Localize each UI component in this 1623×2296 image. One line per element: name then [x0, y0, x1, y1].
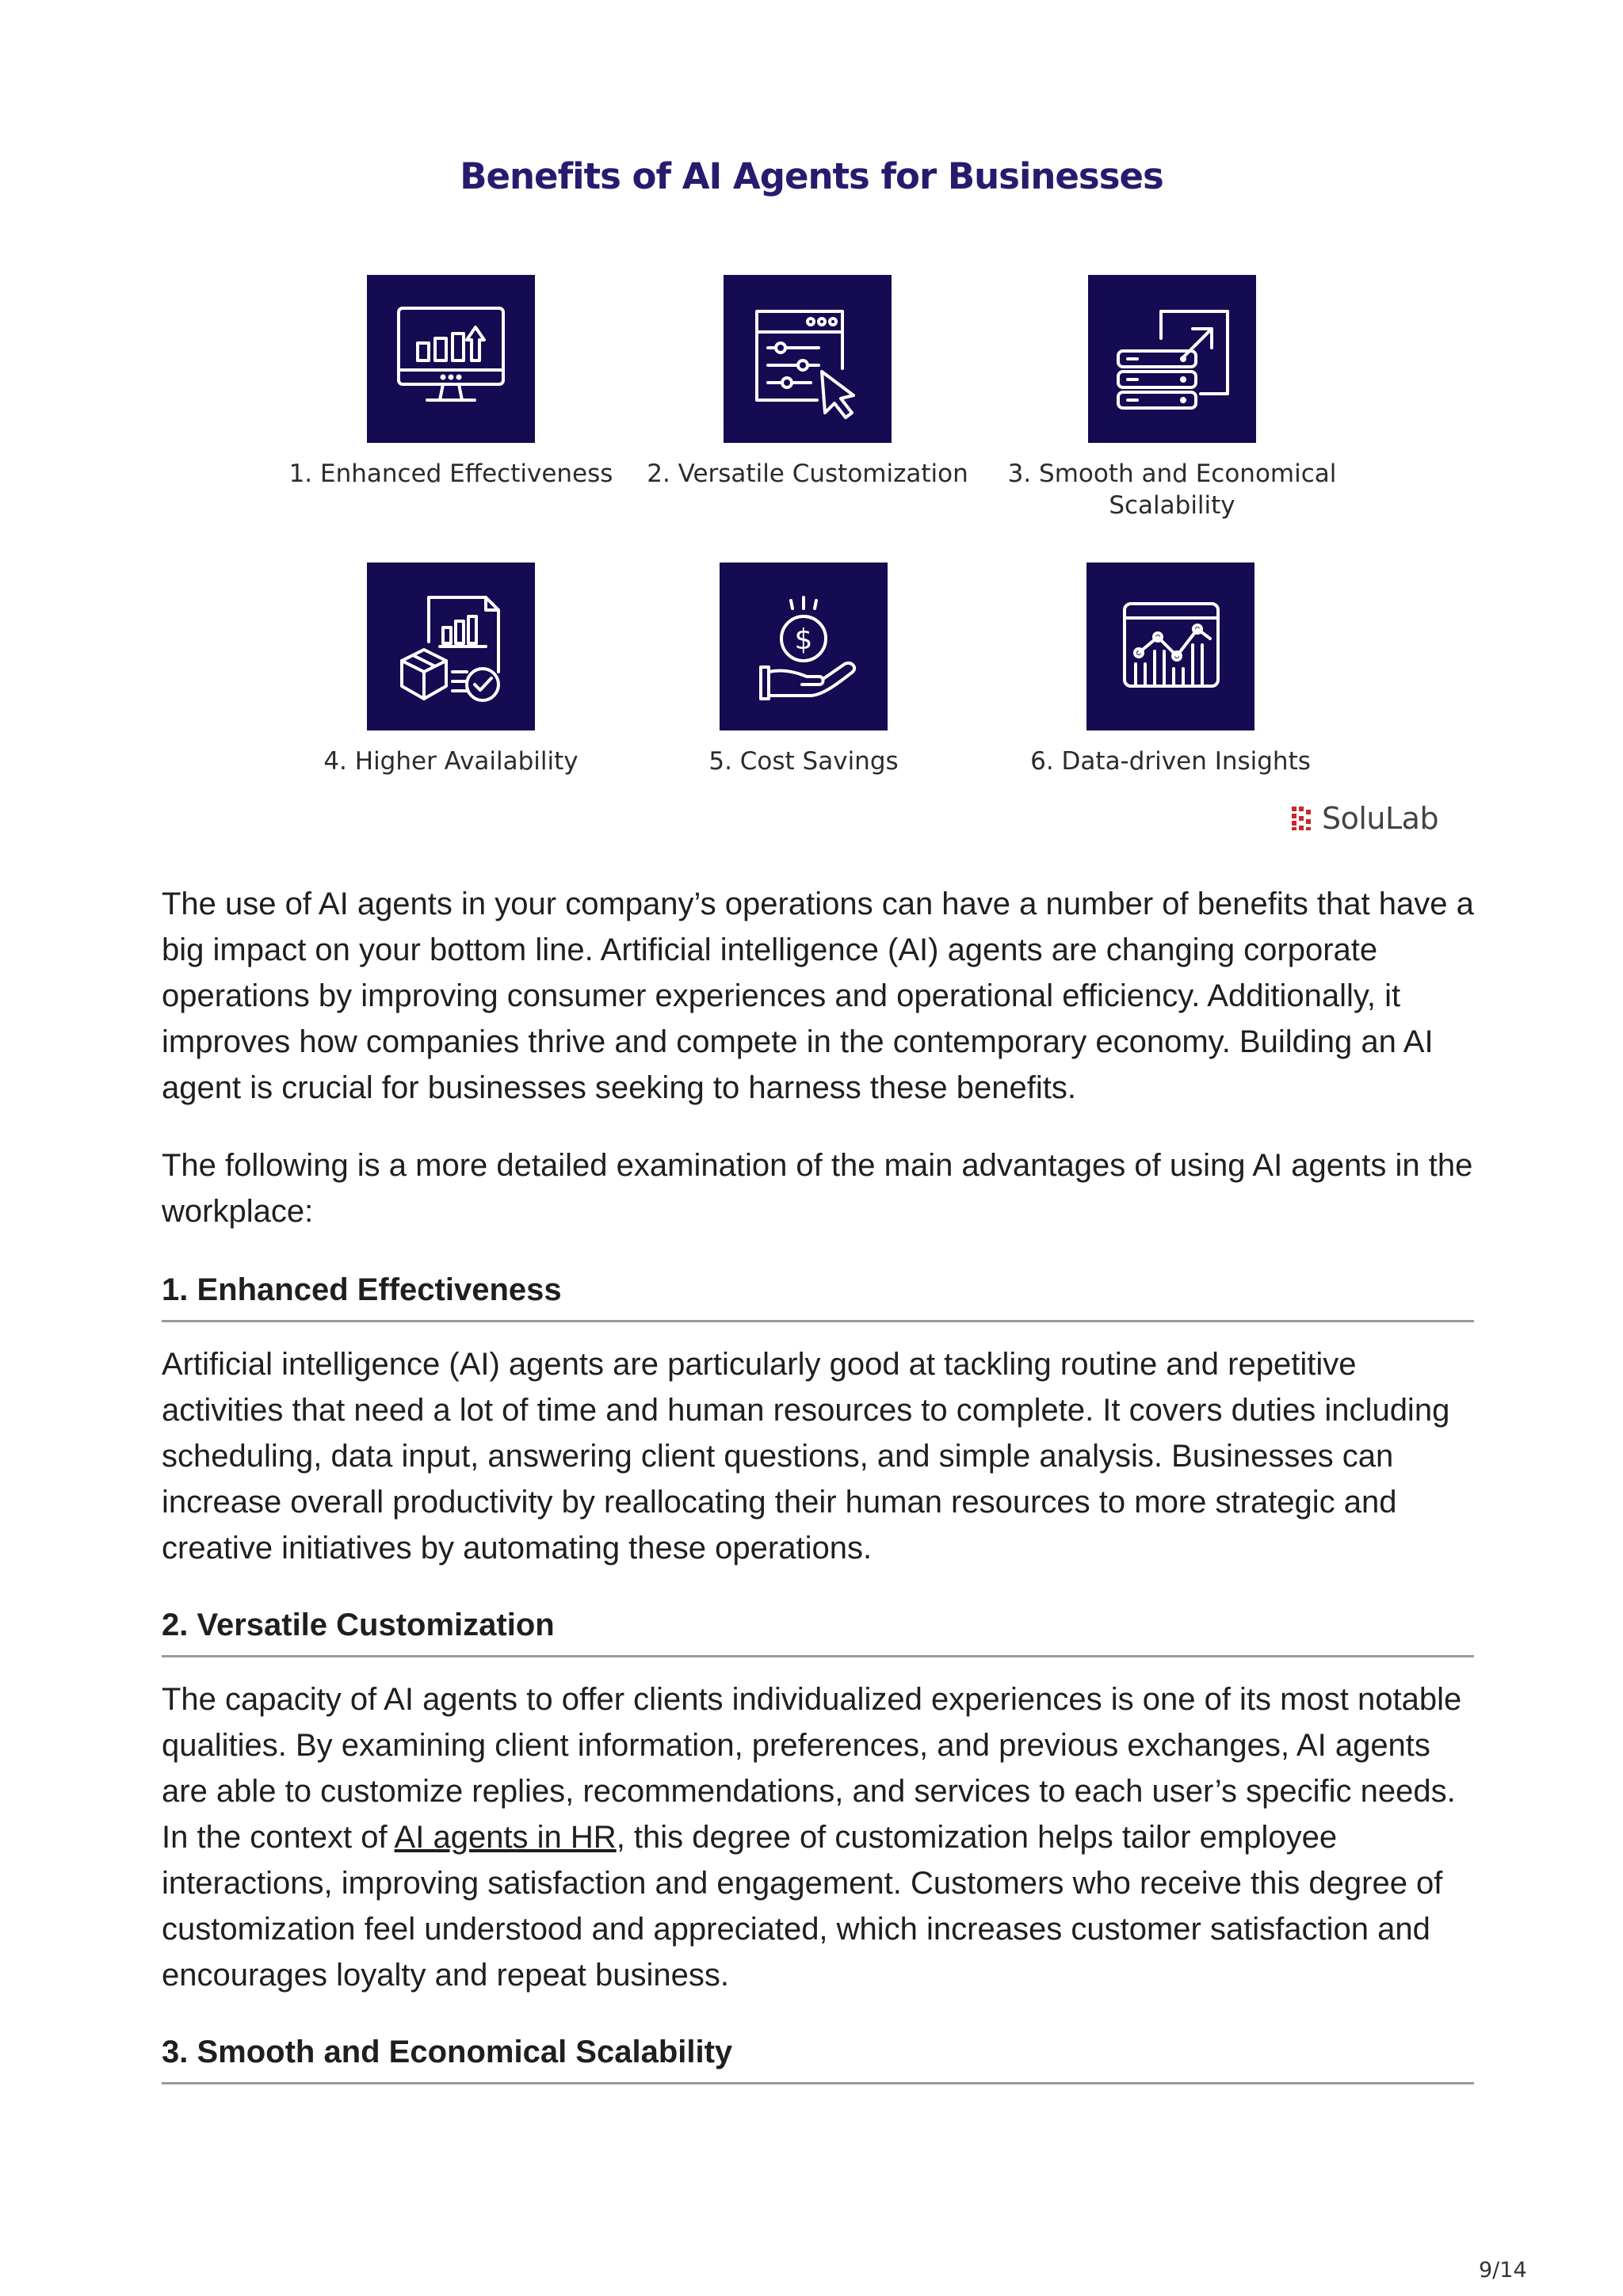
boxes-document-check-icon — [367, 563, 535, 730]
page-number: 9/14 — [1479, 2258, 1527, 2283]
section-heading-2: 2. Versatile Customization — [162, 1603, 1474, 1657]
hand-coin-icon — [720, 563, 888, 730]
solulab-logo-text: SoluLab — [1322, 801, 1439, 836]
article-body — [162, 881, 1474, 2084]
bar-line-chart-icon — [1086, 563, 1254, 730]
intro-paragraph: The use of AI agents in your company’s operations can have a number of benefits that have a big impact on your bottom line. Artificial intelligence (AI) agents are changing corporate operations by improving consumer experiences and operational efficiency. Additionally, it improves how companies thrive and compete in the contemporary economy. Building an AI agent is crucial for businesses seeking to harness these benefits. — [162, 887, 1474, 1105]
ai-agents-in-hr-link[interactable]: AI agents in HR — [394, 1820, 617, 1855]
section-heading-1: 1. Enhanced Effectiveness — [162, 1268, 1474, 1322]
section-body-2-text-start: The capacity of AI agents to offer clients individualized experiences is one of its most notable qualities. By examining client information, preferences, and previous exchanges, AI agents are able to customize replies, recommendations, and services to each user’s specific needs. In the context of — [162, 1682, 1462, 1855]
section-heading-3: 3. Smooth and Economical Scalability — [162, 2030, 1474, 2084]
benefit-label-2: 2. Versatile Customization — [647, 460, 968, 488]
benefit-label-3-line1: 3. Smooth and Economical — [1007, 460, 1337, 488]
section-body-2 — [162, 1676, 1474, 1998]
benefit-label-3 — [990, 458, 1354, 521]
benefit-label-3-line2: Scalability — [1109, 491, 1235, 520]
section-body-1: Artificial intelligence (AI) agents are particularly good at tackling routine and repetitive activities that need a lot of time and human resources to complete. It covers duties including scheduling, data input, answering client questions, and simple analysis. Businesses can increase overall productivity by reallocating their human resources to more strategic and creative initiatives by automating these operations. — [162, 1347, 1450, 1566]
section-body-2-text-end: , this degree of customization helps tailor employee interactions, improving satisfaction and engagement. Customers who receive this degree of customization feel understood and appreciated, which increases customer satisfaction and encourages loyalty and repeat business. — [162, 1820, 1443, 1993]
benefit-label-1: 1. Enhanced Effectiveness — [288, 460, 613, 488]
solulab-logo-mark — [1290, 805, 1314, 832]
lead-paragraph: The following is a more detailed examination of the main advantages of using AI agents in the workplace: — [162, 1148, 1473, 1229]
browser-sliders-cursor-icon — [724, 275, 892, 443]
infographic-title: Benefits of AI Agents for Businesses — [460, 155, 1163, 197]
monitor-chart-icon — [367, 275, 535, 443]
svg-text:$: $ — [794, 624, 813, 656]
benefit-label-6: 6. Data-driven Insights — [1030, 747, 1311, 776]
benefit-label-5: 5. Cost Savings — [708, 747, 899, 776]
benefits-infographic — [0, 0, 1623, 856]
solulab-logo — [1290, 799, 1438, 838]
server-expand-icon — [1088, 275, 1256, 443]
benefit-label-4: 4. Higher Availability — [323, 747, 579, 776]
